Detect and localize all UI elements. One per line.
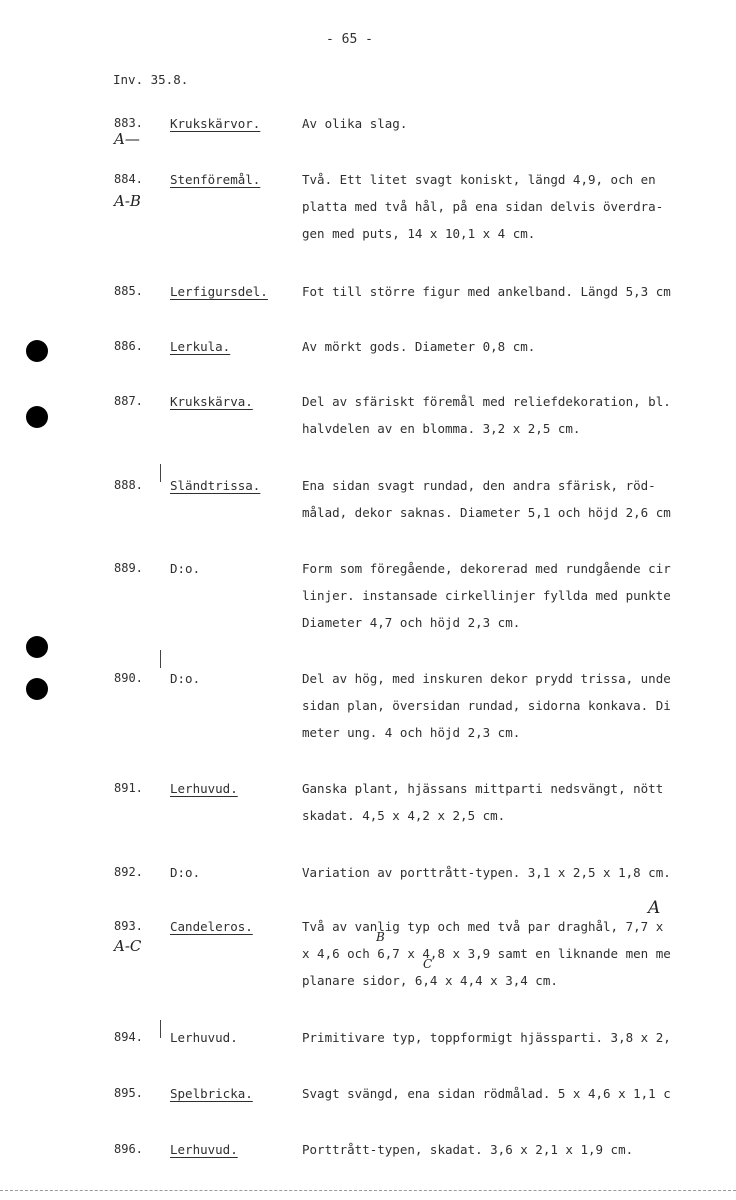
punch-hole [26, 340, 48, 362]
description-line: målad, dekor saknas. Diameter 5,1 och höjd 2,6 cm [302, 505, 671, 520]
entry-name: Lerhuvud. [170, 781, 238, 796]
entry-description [302, 1024, 671, 1051]
handwritten-mark: B [376, 930, 385, 944]
entry-number: 883. [114, 116, 143, 130]
entry-name: Spelbricka. [170, 1086, 253, 1101]
entry-number: 891. [114, 781, 143, 795]
entry-name: D:o. [170, 561, 201, 576]
description-line: Ena sidan svagt rundad, den andra sfärisk, röd- [302, 478, 656, 493]
inventory-number: Inv. 35.8. [113, 72, 189, 87]
entry-description [302, 333, 535, 360]
entry-number: 895. [114, 1086, 143, 1100]
handwritten-mark: A-C [114, 937, 142, 955]
description-line: Fot till större figur med ankelband. Längd 5,3 cm [302, 284, 671, 299]
entry-description [302, 1080, 671, 1107]
entry-name: Krukskärva. [170, 394, 253, 409]
description-line: Variation av porttrått-typen. 3,1 x 2,5 x 1,8 cm. [302, 865, 671, 880]
description-line: Två. Ett litet svagt koniskt, längd 4,9, och en [302, 172, 656, 187]
description-line: Två av vanlig typ och med två par draghål, 7,7 x [302, 919, 664, 934]
entry-description [302, 555, 671, 636]
margin-tick [160, 464, 161, 482]
entry-name: Lerhuvud. [170, 1030, 238, 1045]
handwritten-mark: C [423, 957, 433, 971]
entry-number: 885. [114, 284, 143, 298]
entry-description [302, 472, 671, 526]
description-line: planare sidor, 6,4 x 4,4 x 3,4 cm. [302, 973, 558, 988]
handwritten-mark: A— [114, 130, 140, 148]
entry-number: 889. [114, 561, 143, 575]
entry-number: 888. [114, 478, 143, 492]
description-line: x 4,6 och 6,7 x 4,8 x 3,9 samt en liknande men me [302, 946, 671, 961]
entry-number: 892. [114, 865, 143, 879]
entry-name: Stenföremål. [170, 172, 261, 187]
description-line: platta med två hål, på ena sidan delvis överdra- [302, 199, 664, 214]
punch-hole [26, 636, 48, 658]
entry-number: 890. [114, 671, 143, 685]
entry-name: Lerkula. [170, 339, 231, 354]
description-line: Diameter 4,7 och höjd 2,3 cm. [302, 615, 521, 630]
entry-number: 893. [114, 919, 143, 933]
bottom-edge-rule [0, 1190, 736, 1192]
entry-name: Sländtrissa. [170, 478, 261, 493]
entry-description [302, 775, 663, 829]
description-line: meter ung. 4 och höjd 2,3 cm. [302, 725, 521, 740]
description-line: Primitivare typ, toppformigt hjässparti. 3,8 x 2, [302, 1030, 671, 1045]
description-line: Del av sfäriskt föremål med reliefdekoration, bl. [302, 394, 671, 409]
margin-tick [160, 650, 161, 668]
entry-number: 896. [114, 1142, 143, 1156]
entry-description [302, 278, 671, 305]
entry-description [302, 859, 671, 886]
entry-description [302, 388, 671, 442]
description-line: Av olika slag. [302, 116, 408, 131]
entry-description [302, 665, 671, 746]
entry-number: 884. [114, 172, 143, 186]
entry-name: Krukskärvor. [170, 116, 261, 131]
entry-name: D:o. [170, 865, 201, 880]
page-number: - 65 - [326, 32, 373, 47]
description-line: skadat. 4,5 x 4,2 x 2,5 cm. [302, 808, 506, 823]
entry-description [302, 1136, 633, 1163]
handwritten-mark: A [648, 898, 661, 918]
description-line: Svagt svängd, ena sidan rödmålad. 5 x 4,6 x 1,1 c [302, 1086, 671, 1101]
entry-name: Lerhuvud. [170, 1142, 238, 1157]
description-line: gen med puts, 14 x 10,1 x 4 cm. [302, 226, 536, 241]
handwritten-mark: A-B [114, 192, 141, 210]
entry-number: 886. [114, 339, 143, 353]
description-line: sidan plan, översidan rundad, sidorna konkava. Di [302, 698, 671, 713]
entry-number: 887. [114, 394, 143, 408]
description-line: Form som föregående, dekorerad med rundgående cir [302, 561, 671, 576]
punch-hole [26, 406, 48, 428]
entry-number: 894. [114, 1030, 143, 1044]
entry-name: Candeleros. [170, 919, 253, 934]
punch-hole [26, 678, 48, 700]
entry-description [302, 110, 407, 137]
entry-description [302, 166, 663, 247]
description-line: Ganska plant, hjässans mittparti nedsvängt, nött [302, 781, 664, 796]
entry-description [302, 913, 671, 994]
description-line: Porttrått-typen, skadat. 3,6 x 2,1 x 1,9 cm. [302, 1142, 634, 1157]
description-line: Del av hög, med inskuren dekor prydd trissa, unde [302, 671, 671, 686]
description-line: linjer. instansade cirkellinjer fyllda med punkte [302, 588, 671, 603]
description-line: Av mörkt gods. Diameter 0,8 cm. [302, 339, 536, 354]
entry-name: D:o. [170, 671, 201, 686]
description-line: halvdelen av en blomma. 3,2 x 2,5 cm. [302, 421, 581, 436]
entry-name: Lerfigursdel. [170, 284, 268, 299]
margin-tick [160, 1020, 161, 1038]
